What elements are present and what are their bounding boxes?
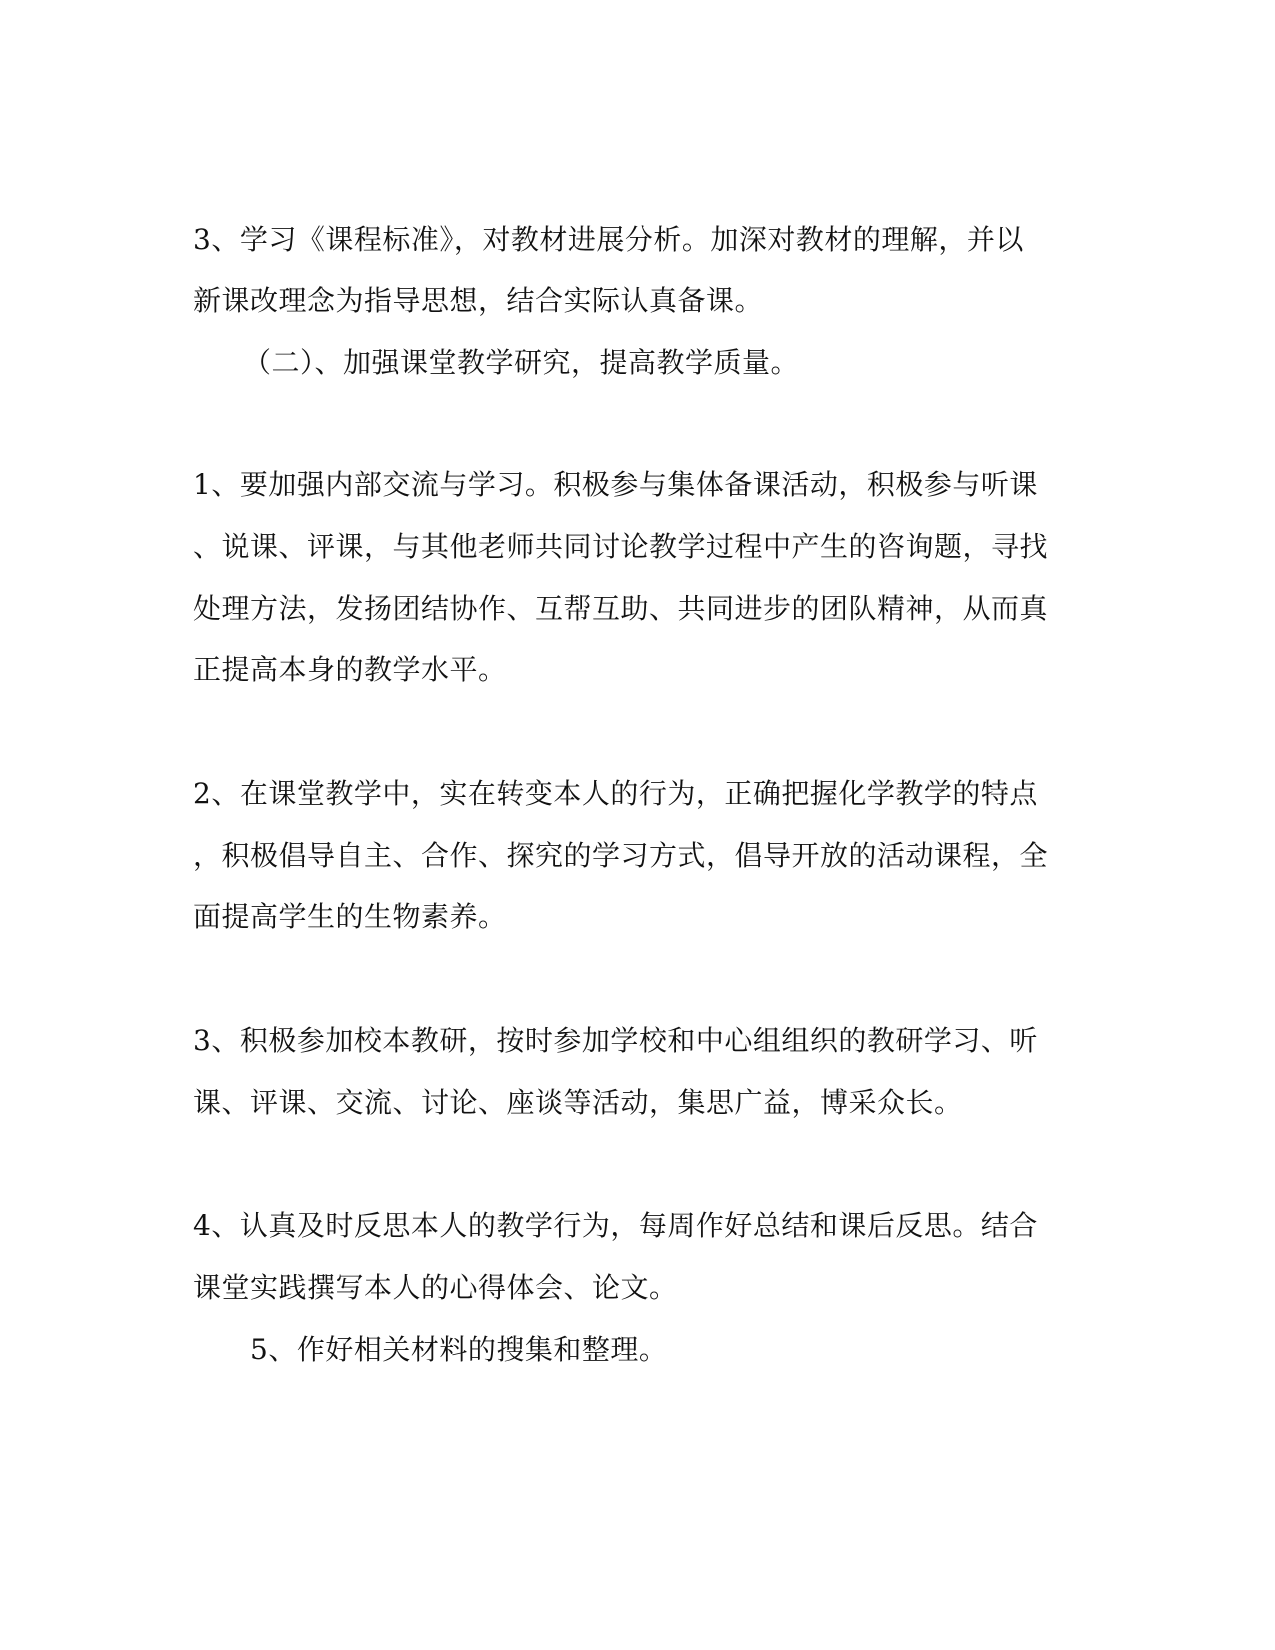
item4-line1: 4、认真及时反思本人的教学行为，每周作好总结和课后反思。结合 <box>193 1209 1038 1242</box>
item2-line2: ，积极倡导自主、合作、探究的学习方式，倡导开放的活动课程，全 <box>193 839 1049 872</box>
section2-heading: （二）、加强课堂教学研究，提高教学质量。 <box>243 346 800 379</box>
item3-study-line2: 新课改理念为指导思想，结合实际认真备课。 <box>193 284 764 317</box>
item1-line4: 正提高本身的教学水平。 <box>193 653 507 686</box>
item1-line2: 、说课、评课，与其他老师共同讨论教学过程中产生的咨询题，寻找 <box>193 530 1049 563</box>
item1-line3: 处理方法，发扬团结协作、互帮互助、共同进步的团队精神，从而真 <box>193 592 1049 625</box>
item2-line1: 2、在课堂教学中，实在转变本人的行为，正确把握化学教学的特点 <box>193 777 1038 810</box>
item3-line1: 3、积极参加校本教研，按时参加学校和中心组组织的教研学习、听 <box>193 1024 1038 1057</box>
item4-line2: 课堂实践撰写本人的心得体会、论文。 <box>193 1271 678 1304</box>
item3-line2: 课、评课、交流、讨论、座谈等活动，集思广益，博采众长。 <box>193 1086 963 1119</box>
item2-line3: 面提高学生的生物素养。 <box>193 900 507 933</box>
item5-line: 5、作好相关材料的搜集和整理。 <box>250 1333 668 1366</box>
item1-line1: 1、要加强内部交流与学习。积极参与集体备课活动，积极参与听课 <box>193 468 1038 501</box>
item3-study-line1: 3、学习《课程标准》，对教材进展分析。加深对教材的理解，并以 <box>193 223 1024 256</box>
